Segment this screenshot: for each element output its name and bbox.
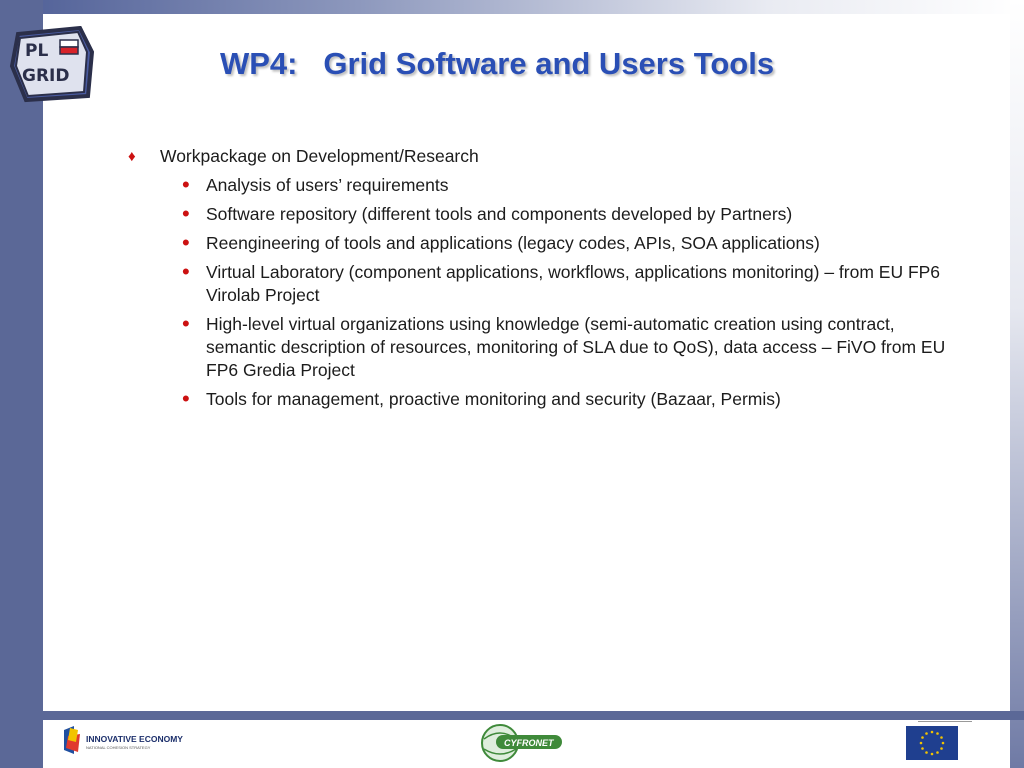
dot-icon: •: [182, 386, 190, 411]
top-gradient-band: [0, 0, 1024, 14]
dot-icon: •: [182, 201, 190, 226]
list-item: [180, 232, 968, 255]
cyfronet-text: CYFRONET: [504, 738, 554, 748]
left-band: [0, 0, 43, 768]
list-item: [180, 203, 968, 226]
logo-text-grid: GRID: [22, 66, 70, 86]
list-item: [180, 174, 968, 197]
plgrid-logo: [8, 26, 98, 106]
list-item-text: Software repository (different tools and components developed by Partners): [206, 204, 793, 224]
dot-icon: •: [182, 259, 190, 284]
diamond-icon: ♦: [128, 148, 136, 165]
slide-content: [128, 145, 968, 417]
dot-icon: •: [182, 230, 190, 255]
slide-title: WP4: Grid Software and Users Tools: [220, 46, 775, 81]
eu-flag-icon: [906, 726, 958, 760]
innovative-economy-logo: [60, 724, 200, 758]
footer-divider: [918, 721, 972, 722]
dot-icon: •: [182, 311, 190, 336]
bullet-level1: [128, 145, 968, 168]
dot-icon: •: [182, 172, 190, 197]
sub-bullet-list: [180, 174, 968, 411]
list-item-text: High-level virtual organizations using knowledge (semi-automatic creation using contract, semantic description of resources, monitoring of SLA due to QoS), data access – FiVO from EU FP6 Gredia Project: [206, 314, 946, 380]
innovative-economy-subtext: NATIONAL COHESION STRATEGY: [86, 745, 151, 750]
bullet-level1-text: Workpackage on Development/Research: [160, 146, 479, 166]
logo-text-pl: PL: [25, 41, 49, 61]
cyfronet-logo: [476, 721, 566, 765]
list-item-text: Tools for management, proactive monitoring and security (Bazaar, Permis): [206, 389, 781, 409]
list-item-text: Virtual Laboratory (component applications, workflows, applications monitoring) – from EU FP6 Virolab Project: [206, 262, 941, 305]
list-item-text: Analysis of users’ requirements: [206, 175, 449, 195]
list-item: [180, 388, 968, 411]
list-item: [180, 313, 968, 382]
innovative-economy-text: INNOVATIVE ECONOMY: [86, 734, 183, 744]
bottom-band: [0, 711, 1024, 720]
list-item-text: Reengineering of tools and applications (legacy codes, APIs, SOA applications): [206, 233, 820, 253]
list-item: [180, 261, 968, 307]
right-band: [1010, 0, 1024, 768]
